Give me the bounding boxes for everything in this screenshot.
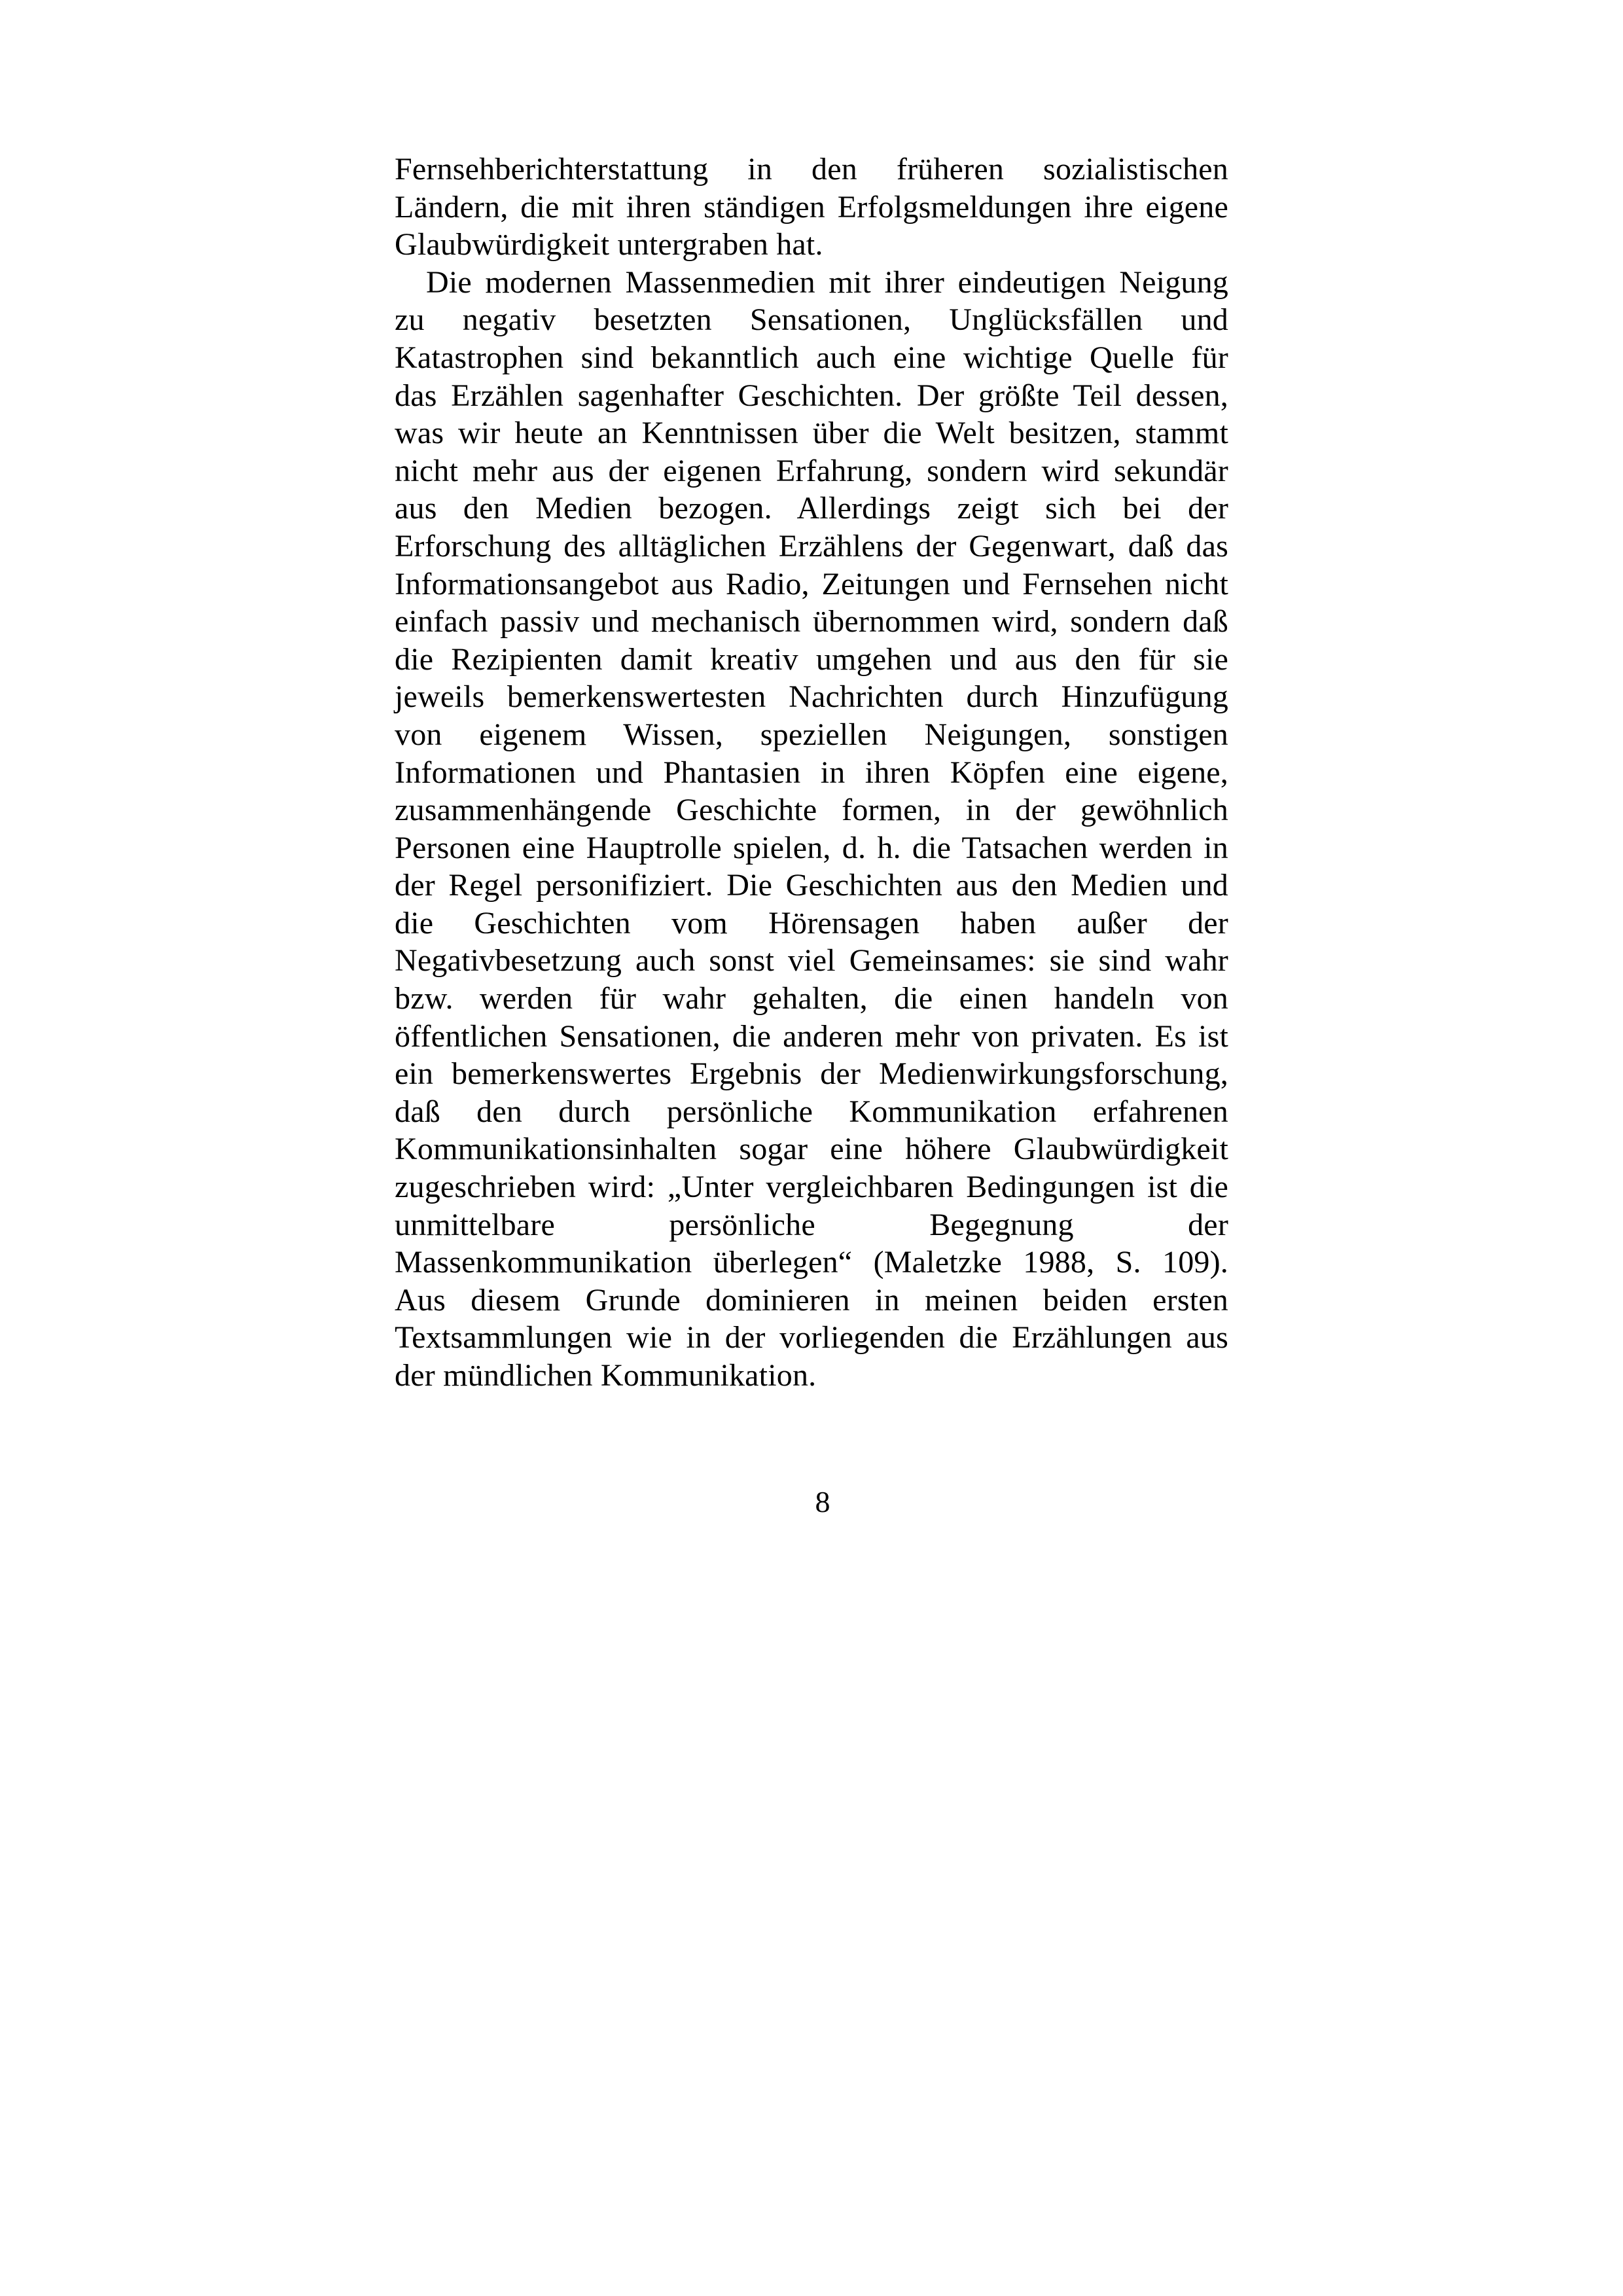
text-line: Kommunikationsinhalten sogar eine höhere Glaubwürdigkeit — [395, 1132, 1228, 1167]
text-line: einfach passiv und mechanisch übernommen wird, sondern daß — [395, 604, 1228, 639]
text-line: Glaubwürdigkeit untergraben hat. — [395, 227, 823, 262]
text-line: Die modernen Massenmedien mit ihrer eindeutigen Neigung — [426, 264, 1228, 300]
text-line: Personen eine Hauptrolle spielen, d. h. die Tatsachen werden in — [395, 830, 1228, 865]
text-line: öffentlichen Sensationen, die anderen mehr von privaten. Es ist — [395, 1018, 1228, 1054]
text-line: zusammenhängende Geschichte formen, in der gewöhnlich — [395, 793, 1228, 828]
text-line: Aus diesem Grunde dominieren in meinen beiden ersten — [395, 1282, 1228, 1318]
text-line: der mündlichen Kommunikation. — [395, 1358, 817, 1393]
text-line: Textsammlungen wie in der vorliegenden die Erzählungen aus — [395, 1320, 1228, 1355]
body-text — [395, 151, 1228, 1395]
text-line: jeweils bemerkenswertesten Nachrichten durch Hinzufügung — [395, 679, 1228, 715]
text-line: Katastrophen sind bekanntlich auch eine wichtige Quelle für — [395, 340, 1228, 375]
text-line: zugeschrieben wird: „Unter vergleichbaren Bedingungen ist die — [395, 1170, 1228, 1205]
page-number: 8 — [815, 1485, 830, 1518]
text-line: nicht mehr aus der eigenen Erfahrung, sondern wird sekundär — [395, 453, 1228, 488]
text-line: aus den Medien bezogen. Allerdings zeigt sich bei der — [395, 491, 1228, 526]
text-line: Informationen und Phantasien in ihren Köpfen eine eigene, — [395, 755, 1228, 790]
text-line: Massenkommunikation überlegen“ (Maletzke 1988, S. 109). — [395, 1245, 1228, 1280]
text-line: von eigenem Wissen, speziellen Neigungen, sonstigen — [395, 717, 1228, 752]
text-line: der Regel personifiziert. Die Geschichten aus den Medien und — [395, 868, 1228, 903]
text-line: die Geschichten vom Hörensagen haben außer der — [395, 905, 1228, 941]
text-line: das Erzählen sagenhafter Geschichten. Der größte Teil dessen, — [395, 378, 1228, 413]
text-line: ein bemerkenswertes Ergebnis der Medienwirkungsforschung, — [395, 1056, 1228, 1092]
text-line: zu negativ besetzten Sensationen, Unglücksfällen und — [395, 302, 1228, 338]
text-line: Negativbesetzung auch sonst viel Gemeinsames: sie sind wahr — [395, 943, 1228, 978]
text-line: bzw. werden für wahr gehalten, die einen handeln von — [395, 981, 1228, 1016]
text-line: die Rezipienten damit kreativ umgehen und aus den für sie — [395, 641, 1228, 677]
text-line: was wir heute an Kenntnissen über die Welt besitzen, stammt — [395, 416, 1228, 451]
paragraph — [395, 151, 1228, 264]
text-line: Ländern, die mit ihren ständigen Erfolgsmeldungen ihre eigene — [395, 189, 1228, 224]
paragraph — [395, 264, 1228, 1395]
text-line: Erforschung des alltäglichen Erzählens der Gegenwart, daß das — [395, 528, 1228, 564]
text-line: Informationsangebot aus Radio, Zeitungen und Fernsehen nicht — [395, 566, 1228, 601]
text-line: daß den durch persönliche Kommunikation erfahrenen — [395, 1094, 1228, 1129]
text-line: Fernsehberichterstattung in den früheren sozialistischen — [395, 152, 1228, 187]
text-line: unmittelbare persönliche Begegnung der — [395, 1207, 1228, 1242]
